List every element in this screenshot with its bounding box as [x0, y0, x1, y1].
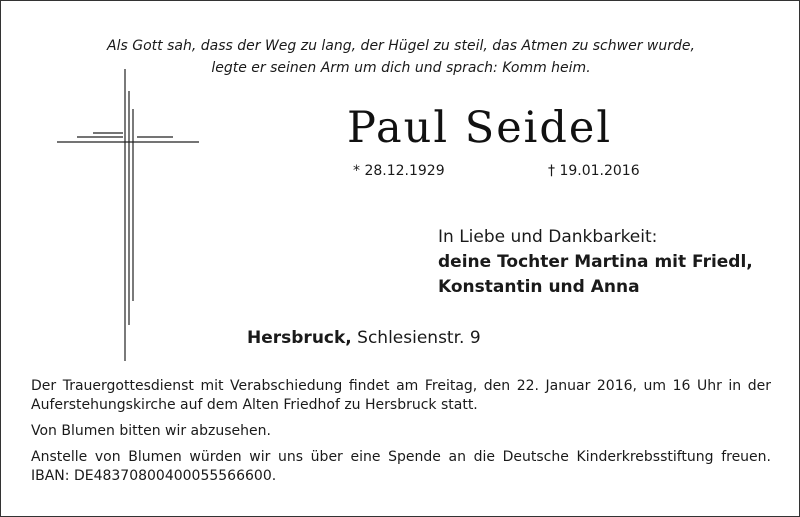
flowers-note: Von Blumen bitten wir abzusehen. — [31, 423, 271, 439]
quote-line-1: Als Gott sah, dass der Weg zu lang, der Hügel zu steil, das Atmen zu schwer wurde, — [107, 38, 695, 54]
mourners-intro: In Liebe und Dankbarkeit: — [438, 227, 658, 247]
mourners-line-2: Konstantin und Anna — [438, 277, 640, 297]
mourners-line-1: deine Tochter Martina mit Friedl, — [438, 252, 753, 272]
service-note: Der Trauergottesdienst mit Verabschiedung findet am Freitag, den 22. Januar 2016, um 16 Uhr in der Auferstehungskirche auf dem Alten Friedhof zu Hersbruck statt. — [31, 378, 771, 413]
notes-block — [31, 377, 771, 493]
death-date: † 19.01.2016 — [548, 163, 640, 179]
mourners-block — [438, 225, 753, 300]
quote-line-2: legte er seinen Arm um dich und sprach: Komm heim. — [211, 60, 591, 76]
birth-date: * 28.12.1929 — [353, 163, 445, 179]
deceased-name: Paul Seidel — [347, 103, 613, 153]
donation-note: Anstelle von Blumen würden wir uns über eine Spende an die Deutsche Kinderkrebsstiftung freuen. IBAN: DE48370800400055566600. — [31, 449, 771, 484]
address-street: Schlesienstr. 9 — [357, 328, 481, 348]
address-city: Hersbruck, — [247, 328, 352, 348]
address — [247, 328, 481, 348]
cross-icon — [57, 69, 199, 361]
